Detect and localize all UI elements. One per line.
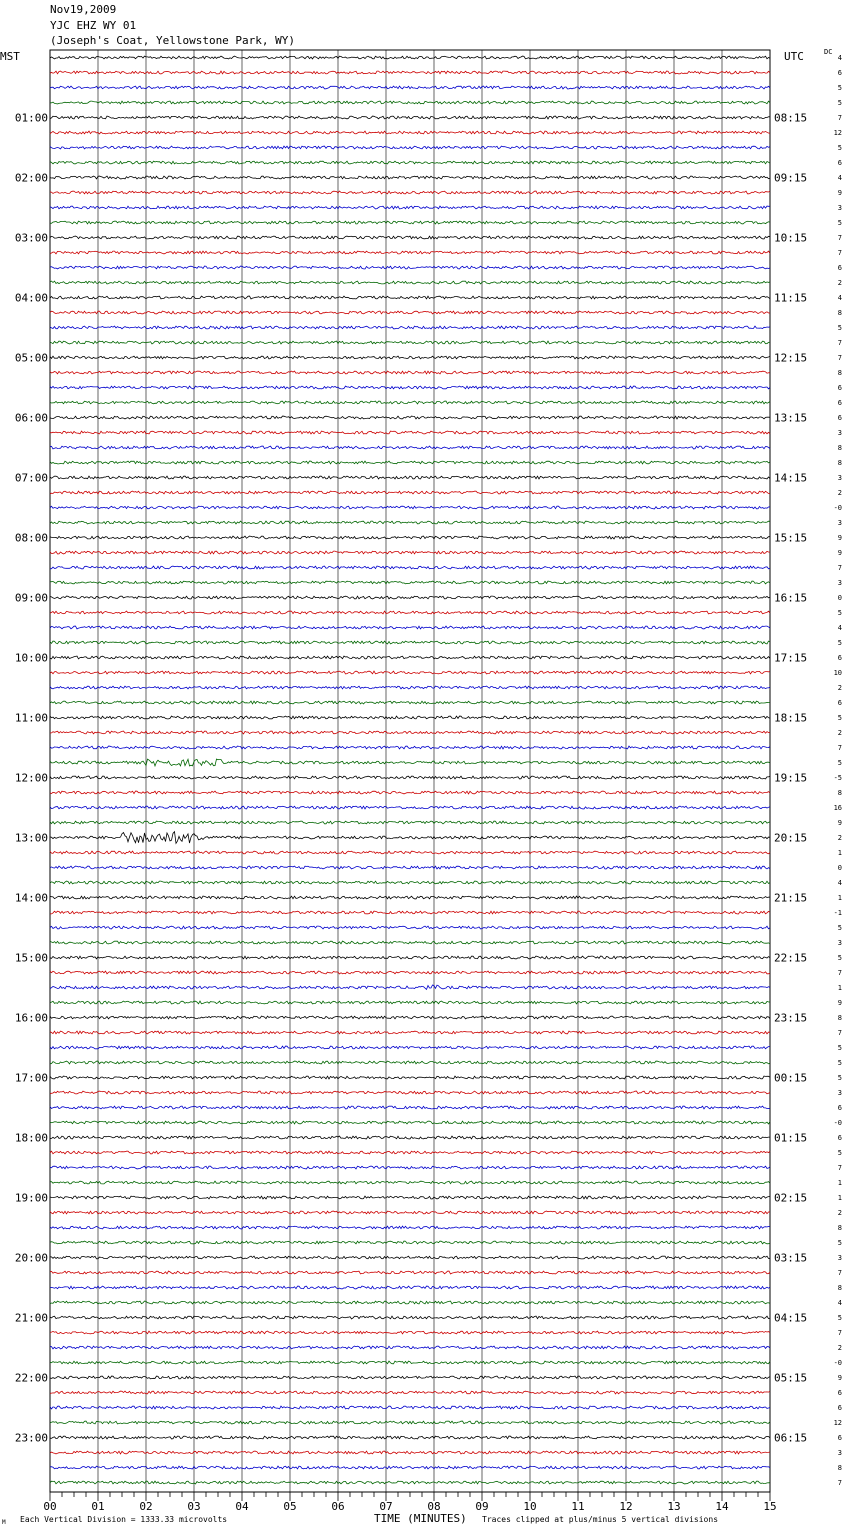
trace-line	[50, 596, 770, 599]
utc-hour-label: 20:15	[774, 831, 808, 845]
dc-offset-label: -0	[833, 1359, 842, 1367]
dc-offset-label: 0	[837, 594, 842, 602]
utc-hour-label: 23:15	[774, 1011, 808, 1025]
dc-offset-label: -0	[833, 504, 842, 512]
corner-mark: M	[2, 1519, 6, 1526]
dc-offset-label: 5	[837, 144, 842, 152]
trace-line	[50, 985, 770, 989]
mst-hour-label: 05:00	[14, 351, 48, 365]
trace-line	[50, 176, 770, 179]
x-tick-label: 11	[571, 1500, 585, 1513]
trace-line	[50, 1241, 770, 1244]
trace-line	[50, 1391, 770, 1394]
dc-offset-label: 3	[837, 1254, 842, 1262]
trace-line	[50, 446, 770, 449]
dc-offset-label: 5	[837, 639, 842, 647]
mst-hour-label: 12:00	[14, 771, 48, 785]
dc-offset-label: -5	[833, 774, 842, 782]
trace-line	[50, 56, 770, 59]
mst-hour-label: 02:00	[14, 171, 48, 185]
trace-line	[50, 866, 770, 869]
utc-hour-label: 09:15	[774, 171, 808, 185]
utc-hour-label: 03:15	[774, 1251, 808, 1265]
utc-hour-label: 17:15	[774, 651, 808, 665]
trace-line	[50, 701, 770, 704]
mst-hour-label: 23:00	[14, 1431, 48, 1445]
trace-line	[50, 911, 770, 914]
x-tick-label: 14	[715, 1500, 729, 1513]
trace-line	[50, 1451, 770, 1454]
dc-offset-label: 5	[837, 1239, 842, 1247]
trace-line	[50, 851, 770, 854]
utc-hour-label: 00:15	[774, 1071, 808, 1085]
trace-line	[50, 221, 770, 224]
dc-offset-label: 6	[837, 69, 842, 77]
trace-line	[50, 1331, 770, 1334]
dc-offset-label: 3	[837, 204, 842, 212]
dc-offset-label: 3	[837, 939, 842, 947]
x-tick-label: 01	[91, 1500, 105, 1513]
dc-offset-label: 8	[837, 444, 842, 452]
trace-line	[50, 941, 770, 944]
dc-offset-label: 3	[837, 1449, 842, 1457]
dc-offset-label: 12	[833, 1419, 842, 1427]
trace-line	[50, 1466, 770, 1469]
dc-offset-label: 6	[837, 384, 842, 392]
mst-hour-label: 18:00	[14, 1131, 48, 1145]
trace-line	[50, 671, 770, 674]
dc-offset-label: 2	[837, 489, 842, 497]
trace-line	[50, 641, 770, 644]
trace-line	[50, 1046, 770, 1049]
dc-offset-label: 6	[837, 1404, 842, 1412]
trace-line	[50, 326, 770, 329]
x-tick-label: 08	[427, 1500, 441, 1513]
dc-offset-label: 6	[837, 1134, 842, 1142]
dc-offset-label: 5	[837, 99, 842, 107]
trace-line	[50, 506, 770, 509]
trace-line	[50, 776, 770, 779]
dc-offset-label: 5	[837, 1314, 842, 1322]
dc-offset-label: 5	[837, 714, 842, 722]
dc-offset-label: 1	[837, 984, 842, 992]
dc-offset-label: 3	[837, 579, 842, 587]
dc-offset-label: -0	[833, 1119, 842, 1127]
x-tick-label: 12	[619, 1500, 633, 1513]
trace-line	[50, 1256, 770, 1259]
dc-offset-label: 2	[837, 1209, 842, 1217]
dc-offset-label: 6	[837, 1104, 842, 1112]
mst-hour-label: 08:00	[14, 531, 48, 545]
mst-hour-label: 15:00	[14, 951, 48, 965]
trace-line	[50, 401, 770, 404]
dc-offset-label: 6	[837, 264, 842, 272]
utc-hour-label: 12:15	[774, 351, 808, 365]
dc-offset-header: DC	[824, 48, 833, 56]
trace-line	[50, 146, 770, 149]
dc-offset-label: 6	[837, 699, 842, 707]
header-date: Nov19,2009	[50, 3, 117, 16]
trace-line	[50, 191, 770, 194]
header-station: YJC EHZ WY 01	[50, 19, 137, 32]
trace-line	[50, 1166, 770, 1169]
dc-offset-label: 5	[837, 219, 842, 227]
dc-offset-label: 7	[837, 564, 842, 572]
mst-hour-label: 21:00	[14, 1311, 48, 1325]
utc-hour-label: 21:15	[774, 891, 808, 905]
trace-line	[50, 626, 770, 629]
utc-hour-label: 01:15	[774, 1131, 808, 1145]
dc-offset-label: 6	[837, 399, 842, 407]
right-timezone-label: UTC	[784, 50, 804, 63]
trace-line	[50, 956, 770, 959]
trace-line	[50, 611, 770, 614]
utc-hour-label: 16:15	[774, 591, 808, 605]
trace-line	[50, 1181, 770, 1184]
trace-line	[50, 1121, 770, 1124]
trace-line	[50, 731, 770, 734]
trace-line	[50, 101, 770, 104]
mst-hour-label: 10:00	[14, 651, 48, 665]
trace-line	[50, 416, 770, 419]
trace-line	[50, 311, 770, 314]
trace-line	[50, 1196, 770, 1199]
trace-line	[50, 1061, 770, 1064]
mst-hour-label: 13:00	[14, 831, 48, 845]
dc-offset-label: 2	[837, 279, 842, 287]
x-tick-label: 02	[139, 1500, 153, 1513]
trace-line	[50, 1481, 770, 1484]
utc-hour-label: 05:15	[774, 1371, 808, 1385]
trace-line	[50, 251, 770, 254]
dc-offset-label: 9	[837, 189, 842, 197]
dc-offset-label: 6	[837, 1389, 842, 1397]
mst-hour-label: 14:00	[14, 891, 48, 905]
trace-line	[50, 759, 770, 766]
mst-hour-label: 04:00	[14, 291, 48, 305]
dc-offset-label: 8	[837, 789, 842, 797]
dc-offset-label: 9	[837, 534, 842, 542]
trace-line	[50, 371, 770, 374]
trace-line	[50, 566, 770, 569]
trace-line	[50, 161, 770, 164]
trace-line	[50, 1106, 770, 1109]
trace-line	[50, 1316, 770, 1319]
dc-offset-label: 7	[837, 354, 842, 362]
dc-offset-label: 7	[837, 339, 842, 347]
trace-line	[50, 1286, 770, 1289]
dc-offset-label: 10	[833, 669, 842, 677]
trace-line	[50, 431, 770, 434]
trace-line	[50, 536, 770, 539]
trace-line	[50, 971, 770, 974]
dc-offset-label: 7	[837, 969, 842, 977]
utc-hour-label: 22:15	[774, 951, 808, 965]
mst-hour-label: 22:00	[14, 1371, 48, 1385]
dc-offset-label: 8	[837, 1464, 842, 1472]
scale-note: Each Vertical Division = 1333.33 microvolts	[20, 1515, 228, 1524]
trace-line	[50, 1226, 770, 1229]
x-axis-title: TIME (MINUTES)	[374, 1512, 467, 1525]
dc-offset-label: 7	[837, 1269, 842, 1277]
dc-offset-label: 5	[837, 84, 842, 92]
trace-line	[50, 296, 770, 299]
mst-hour-label: 03:00	[14, 231, 48, 245]
trace-line	[50, 1136, 770, 1139]
mst-hour-label: 16:00	[14, 1011, 48, 1025]
utc-hour-label: 10:15	[774, 231, 808, 245]
utc-hour-label: 19:15	[774, 771, 808, 785]
dc-offset-label: 8	[837, 369, 842, 377]
trace-line	[50, 266, 770, 269]
trace-line	[50, 491, 770, 494]
dc-offset-label: 1	[837, 849, 842, 857]
trace-line	[50, 806, 770, 809]
dc-offset-label: 5	[837, 924, 842, 932]
dc-offset-label: 7	[837, 1029, 842, 1037]
dc-offset-label: 6	[837, 1434, 842, 1442]
dc-offset-label: 7	[837, 249, 842, 257]
dc-offset-label: 4	[837, 879, 842, 887]
trace-line	[50, 1301, 770, 1304]
dc-offset-label: 5	[837, 1074, 842, 1082]
dc-offset-label: 5	[837, 1059, 842, 1067]
dc-offset-label: 5	[837, 324, 842, 332]
trace-line	[50, 116, 770, 119]
trace-line	[50, 476, 770, 479]
utc-hour-label: 11:15	[774, 291, 808, 305]
trace-line	[50, 746, 770, 749]
dc-offset-label: 4	[837, 54, 842, 62]
dc-offset-label: 4	[837, 1299, 842, 1307]
dc-offset-label: 12	[833, 129, 842, 137]
trace-line	[50, 386, 770, 389]
dc-offset-label: 6	[837, 654, 842, 662]
trace-line	[50, 1076, 770, 1079]
utc-hour-label: 15:15	[774, 531, 808, 545]
x-tick-label: 06	[331, 1500, 345, 1513]
dc-offset-label: 7	[837, 744, 842, 752]
dc-offset-label: 3	[837, 474, 842, 482]
dc-offset-label: 5	[837, 954, 842, 962]
trace-line	[50, 551, 770, 554]
dc-offset-label: 8	[837, 1014, 842, 1022]
x-tick-label: 05	[283, 1500, 297, 1513]
trace-line	[50, 71, 770, 74]
dc-offset-label: 16	[833, 804, 842, 812]
dc-offset-label: 6	[837, 159, 842, 167]
dc-offset-label: 7	[837, 114, 842, 122]
utc-hour-label: 06:15	[774, 1431, 808, 1445]
mst-hour-label: 01:00	[14, 111, 48, 125]
dc-offset-label: 8	[837, 309, 842, 317]
trace-line	[50, 236, 770, 239]
mst-hour-label: 06:00	[14, 411, 48, 425]
dc-offset-label: 7	[837, 1164, 842, 1172]
dc-offset-label: 8	[837, 1224, 842, 1232]
dc-offset-label: 1	[837, 894, 842, 902]
trace-line	[50, 1001, 770, 1004]
dc-offset-label: 9	[837, 999, 842, 1007]
dc-offset-label: 8	[837, 1284, 842, 1292]
trace-line	[50, 896, 770, 899]
trace-line	[50, 1346, 770, 1349]
trace-line	[50, 1151, 770, 1154]
dc-offset-label: 3	[837, 519, 842, 527]
mst-hour-label: 07:00	[14, 471, 48, 485]
dc-offset-label: 7	[837, 1479, 842, 1487]
utc-hour-label: 04:15	[774, 1311, 808, 1325]
dc-offset-label: 4	[837, 294, 842, 302]
header-location: (Joseph's Coat, Yellowstone Park, WY)	[50, 34, 296, 47]
trace-line	[50, 791, 770, 794]
trace-line	[50, 716, 770, 719]
trace-line	[50, 356, 770, 359]
x-tick-label: 03	[187, 1500, 201, 1513]
trace-line	[50, 1436, 770, 1439]
trace-line	[50, 832, 770, 844]
x-tick-label: 00	[43, 1500, 57, 1513]
utc-hour-label: 08:15	[774, 111, 808, 125]
mst-hour-label: 09:00	[14, 591, 48, 605]
dc-offset-label: 3	[837, 429, 842, 437]
dc-offset-label: 6	[837, 414, 842, 422]
mst-hour-label: 20:00	[14, 1251, 48, 1265]
mst-hour-label: 19:00	[14, 1191, 48, 1205]
trace-line	[50, 1406, 770, 1409]
trace-line	[50, 206, 770, 209]
left-timezone-label: MST	[0, 50, 20, 63]
x-tick-label: 07	[379, 1500, 393, 1513]
dc-offset-label: 5	[837, 1149, 842, 1157]
utc-hour-label: 13:15	[774, 411, 808, 425]
trace-line	[50, 656, 770, 659]
dc-offset-label: 2	[837, 684, 842, 692]
dc-offset-label: 4	[837, 174, 842, 182]
dc-offset-label: 2	[837, 729, 842, 737]
dc-offset-label: 5	[837, 759, 842, 767]
trace-line	[50, 686, 770, 689]
x-tick-label: 10	[523, 1500, 537, 1513]
dc-offset-label: 1	[837, 1179, 842, 1187]
dc-offset-label: 7	[837, 234, 842, 242]
trace-line	[50, 926, 770, 929]
trace-line	[50, 1361, 770, 1364]
trace-line	[50, 281, 770, 284]
utc-hour-label: 14:15	[774, 471, 808, 485]
dc-offset-label: 4	[837, 624, 842, 632]
dc-offset-label: 9	[837, 1374, 842, 1382]
utc-hour-label: 02:15	[774, 1191, 808, 1205]
trace-line	[50, 461, 770, 464]
trace-line	[50, 1031, 770, 1034]
dc-offset-label: 5	[837, 609, 842, 617]
x-tick-label: 15	[763, 1500, 777, 1513]
dc-offset-label: 5	[837, 1044, 842, 1052]
trace-line	[50, 1091, 770, 1094]
trace-line	[50, 881, 770, 884]
dc-offset-label: 3	[837, 1089, 842, 1097]
mst-hour-label: 17:00	[14, 1071, 48, 1085]
trace-line	[50, 1376, 770, 1379]
dc-offset-label: 2	[837, 834, 842, 842]
mst-hour-label: 11:00	[14, 711, 48, 725]
x-tick-label: 09	[475, 1500, 489, 1513]
dc-offset-label: 9	[837, 819, 842, 827]
dc-offset-label: 1	[837, 1194, 842, 1202]
clip-note: Traces clipped at plus/minus 5 vertical divisions	[482, 1515, 719, 1524]
trace-line	[50, 86, 770, 89]
trace-line	[50, 131, 770, 134]
x-tick-label: 13	[667, 1500, 681, 1513]
trace-line	[50, 581, 770, 584]
trace-line	[50, 1016, 770, 1019]
trace-line	[50, 521, 770, 524]
dc-offset-label: 2	[837, 1344, 842, 1352]
utc-hour-label: 18:15	[774, 711, 808, 725]
dc-offset-label: 0	[837, 864, 842, 872]
dc-offset-label: 7	[837, 1329, 842, 1337]
dc-offset-label: 9	[837, 549, 842, 557]
dc-offset-label: 8	[837, 459, 842, 467]
trace-line	[50, 1271, 770, 1274]
trace-line	[50, 341, 770, 344]
trace-line	[50, 1421, 770, 1424]
x-tick-label: 04	[235, 1500, 249, 1513]
trace-line	[50, 1211, 770, 1214]
dc-offset-label: -1	[833, 909, 842, 917]
trace-line	[50, 821, 770, 824]
